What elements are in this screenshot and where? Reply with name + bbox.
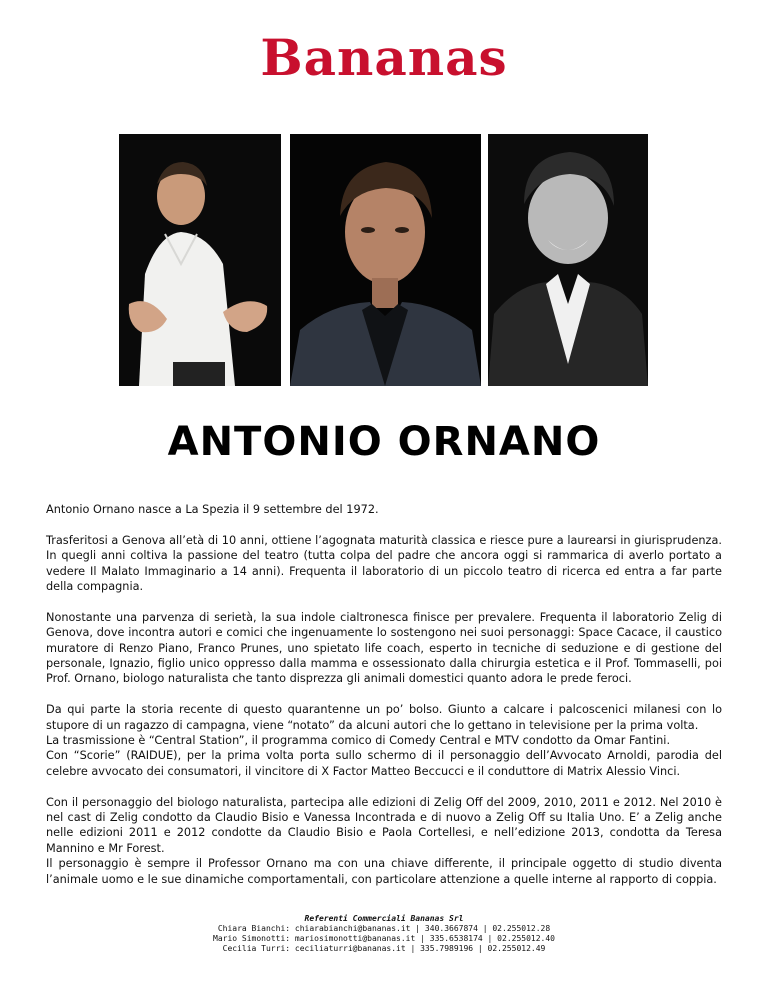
contact-line: Mario Simonotti: mariosimonotti@bananas.it | 335.6538174 | 02.255012.40 bbox=[213, 934, 555, 943]
photo-right bbox=[488, 134, 648, 386]
paragraph-birth: Antonio Ornano nasce a La Spezia il 9 settembre del 1972. bbox=[46, 503, 379, 516]
paragraph-line: Con il personaggio del biologo naturalista, partecipa alle edizioni di Zelig Off del 2009, 2010, 2011 e 2012. Nel 2010 è nel cast di Zelig condotto da Claudio Bisio e Vanessa Incontrada e di nuovo a Zelig Off su Italia Uno. E’ a Zelig anche nelle edizioni 2011 e 2012 condotte da Claudio Bisio e Paola Cortellesi, e nell’edizione 2013, condotta da Teresa Mannino e Mr Forest. bbox=[46, 795, 722, 855]
contact-line: Cecilia Turri: ceciliaturri@bananas.it | 335.7989196 | 02.255012.49 bbox=[222, 944, 546, 953]
biography-text bbox=[46, 502, 722, 902]
paragraph-characters: Nonostante una parvenza di serietà, la sua indole cialtronesca finisce per prevalere. Frequenta il laboratorio Zelig di Genova, dove incontra autori e comici che ingenuamente lo sostengono nei suoi personaggi: Space Cacace, il caustico muratore di Renzo Piano, Franco Prunes, uno spietato life coach, esperto in tecniche di seduzione e di gestione del personale, Ignazio, figlio unico oppresso dalla mamma e ossessionato dalla chirurgia estetica e il Prof. Tommaselli, poi Prof. Ornano, biologo naturalista che tanto disprezza gli animali domestici quanto adora le prede feroci. bbox=[46, 610, 722, 686]
paragraph-line: Il personaggio è sempre il Professor Ornano ma con una chiave differente, il principale oggetto di studio diventa l’animale uomo e le sue dinamiche comportamentali, con particolare attenzione a quelle interne al rapporto di coppia. bbox=[46, 857, 722, 886]
paragraph-education: Trasferitosi a Genova all’età di 10 anni, ottiene l’agognata maturità classica e riesce pure a laurearsi in giurisprudenza. In quegli anni coltiva la passione del teatro (tutta colpa del padre che ancora oggi si rammarica di averlo portato a vedere Il Malato Immaginario a 14 anni). Frequenta il laboratorio di un piccolo teatro di ricerca ed entra a far parte della compagnia. bbox=[46, 533, 722, 594]
paragraph-zelig bbox=[46, 795, 722, 887]
paragraph-television bbox=[46, 702, 722, 779]
photo-center bbox=[290, 134, 481, 386]
portrait-photo-icon bbox=[119, 134, 281, 386]
contacts-footer bbox=[0, 914, 768, 954]
bananas-logo: Bananas bbox=[260, 28, 508, 87]
contact-line: Chiara Bianchi: chiarabianchi@bananas.it | 340.3667874 | 02.255012.28 bbox=[217, 924, 551, 933]
portrait-photo-icon bbox=[290, 134, 481, 386]
portrait-photo-icon bbox=[488, 134, 648, 386]
footer-heading: Referenti Commerciali Bananas Srl bbox=[304, 914, 464, 923]
page-title: ANTONIO ORNANO bbox=[167, 419, 601, 465]
paragraph-line: Con “Scorie” (RAIDUE), per la prima volta porta sullo schermo di il personaggio dell’Avvocato Arnoldi, parodia del celebre avvocato dei consumatori, il vincitore di X Factor Matteo Beccucci e il conduttore di Matrix Alessio Vinci. bbox=[46, 749, 722, 778]
paragraph-line: La trasmissione è “Central Station”, il programma comico di Comedy Central e MTV condotto da Omar Fantini. bbox=[46, 734, 671, 748]
paragraph-line: Da qui parte la storia recente di questo quarantenne un po’ bolso. Giunto a calcare i palcoscenici milanesi con lo stupore di un ragazzo di campagna, viene “notato” da alcuni autori che lo gettano in televisione per la prima volta. bbox=[46, 703, 722, 732]
photo-left bbox=[119, 134, 281, 386]
